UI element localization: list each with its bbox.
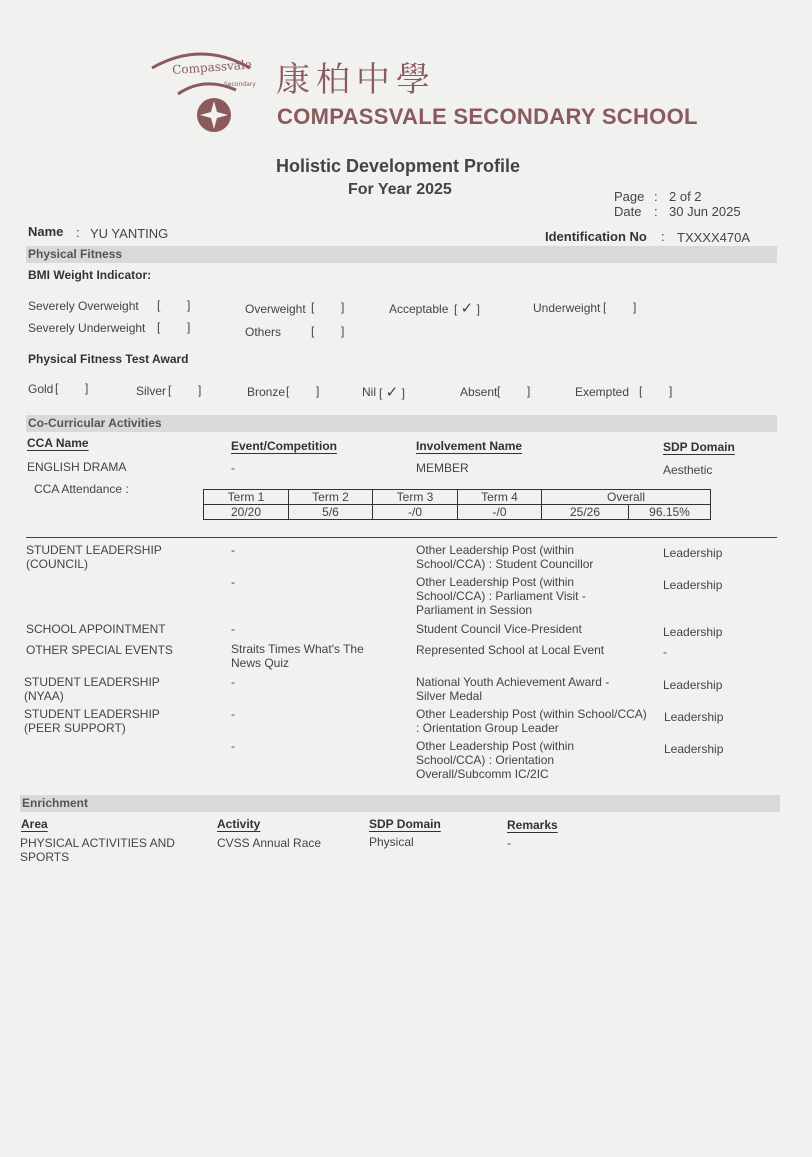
cca-heading: Co-Curricular Activities <box>28 416 162 430</box>
cca-involvement-5: Represented School at Local Event <box>416 643 605 657</box>
award-silver-label: Silver <box>136 384 167 398</box>
school-chinese-name: 康柏中學 <box>276 60 436 100</box>
school-name: COMPASSVALE SECONDARY SCHOOL <box>277 104 698 129</box>
id-value: TXXXX470A <box>677 230 750 245</box>
bmi-overweight-label: Overweight <box>245 302 306 316</box>
cca-event-3: - <box>231 575 235 589</box>
cca-name-2: STUDENT LEADERSHIP (COUNCIL) <box>26 543 162 571</box>
id-colon: : <box>661 229 665 244</box>
cca-attendance-label: CCA Attendance : <box>34 482 129 496</box>
fitness-award-label: Physical Fitness Test Award <box>28 352 189 366</box>
att-overall-label: Overall <box>542 490 711 505</box>
cca-involvement-4: Student Council Vice-President <box>416 622 582 636</box>
attendance-header-row <box>204 490 711 505</box>
cca-involvement-2: Other Leadership Post (within School/CCA) : Student Councillor <box>416 543 594 571</box>
bmi-underweight-label: Underweight <box>533 301 601 315</box>
bmi-severely-underweight-box[interactable]: [ ] <box>157 320 191 334</box>
cca-event-2: - <box>231 543 235 557</box>
page-label: Page <box>614 189 645 204</box>
att-term1: 20/20 <box>204 505 289 520</box>
award-bronze-label: Bronze <box>247 385 286 399</box>
cca-event-8: - <box>231 739 235 753</box>
attendance-value-row <box>204 505 711 520</box>
cca-name-4: SCHOOL APPOINTMENT <box>26 622 166 636</box>
physical-fitness-heading: Physical Fitness <box>28 247 123 261</box>
bmi-acceptable-label: Acceptable <box>389 302 449 316</box>
att-term2: 5/6 <box>289 505 373 520</box>
att-overall: 25/26 <box>542 505 629 520</box>
award-exempted-box[interactable]: [ ] <box>639 384 673 398</box>
cca-event-4: - <box>231 622 235 636</box>
cca-domain-1: Aesthetic <box>663 463 713 477</box>
name-label: Name <box>28 224 64 239</box>
bmi-severely-overweight-box[interactable]: [ ] <box>157 298 191 312</box>
enrichment-header-area: Area <box>21 817 48 831</box>
cca-header-involvement: Involvement Name <box>416 439 523 453</box>
logo-subtext: Secondary <box>224 81 256 88</box>
logo-text: Compassvale <box>171 57 253 78</box>
bmi-severely-overweight-label: Severely Overweight <box>28 299 139 313</box>
award-gold-box[interactable]: [ ] <box>55 381 89 395</box>
enrichment-activity: CVSS Annual Race <box>217 836 322 850</box>
bmi-underweight-box[interactable]: [ ] <box>603 300 637 314</box>
date-value: 30 Jun 2025 <box>669 204 741 219</box>
enrichment-remarks: - <box>507 836 511 850</box>
enrichment-domain: Physical <box>369 835 414 849</box>
cca-domain-3: Leadership <box>663 578 723 592</box>
cca-involvement-8: Other Leadership Post (within School/CCA) : Orientation Overall/Subcomm IC/2IC <box>416 739 575 781</box>
award-gold-label: Gold <box>28 382 54 396</box>
cca-domain-5: - <box>663 645 667 659</box>
cca-domain-6: Leadership <box>663 678 723 692</box>
checkmark-icon: ✓ <box>385 384 399 401</box>
enrichment-area: PHYSICAL ACTIVITIES AND SPORTS <box>20 836 175 864</box>
cca-domain-4: Leadership <box>663 625 723 639</box>
enrichment-header-remarks: Remarks <box>507 818 558 832</box>
cca-domain-7: Leadership <box>664 710 724 724</box>
att-percent: 96.15% <box>629 505 711 520</box>
cca-involvement-6: National Youth Achievement Award - Silver Medal <box>416 675 610 703</box>
id-label: Identification No <box>545 229 647 244</box>
cca-event-6: - <box>231 675 235 689</box>
cca-event-7: - <box>231 707 235 721</box>
cca-header-domain: SDP Domain <box>663 440 735 454</box>
cca-divider <box>26 537 777 538</box>
cca-name-6: STUDENT LEADERSHIP (NYAA) <box>24 675 160 703</box>
enrichment-band <box>20 795 780 812</box>
bmi-others-label: Others <box>245 325 282 339</box>
cca-involvement-3: Other Leadership Post (within School/CCA) : Parliament Visit - Parliament in Session <box>416 575 586 617</box>
award-silver-box[interactable]: [ ] <box>168 383 202 397</box>
award-absent-box[interactable]: [ ] <box>497 384 531 398</box>
page-colon: : <box>654 189 658 204</box>
att-term4: -/0 <box>458 505 542 520</box>
physical-fitness-band <box>26 246 777 263</box>
cca-event-5: Straits Times What's The News Quiz <box>231 642 364 670</box>
cca-name-5: OTHER SPECIAL EVENTS <box>26 643 173 657</box>
report-year: For Year 2025 <box>348 181 452 198</box>
date-label: Date <box>614 204 642 219</box>
checkmark-icon: ✓ <box>460 300 474 317</box>
bmi-severely-underweight-label: Severely Underweight <box>28 321 146 335</box>
att-term2-label: Term 2 <box>289 490 373 505</box>
att-term4-label: Term 4 <box>458 490 542 505</box>
report-title: Holistic Development Profile <box>276 156 521 176</box>
cca-domain-2: Leadership <box>663 546 723 560</box>
cca-band <box>26 415 777 432</box>
award-nil-label: Nil <box>362 385 376 399</box>
cca-event-1: - <box>231 461 235 475</box>
cca-involvement-7: Other Leadership Post (within School/CCA) : Orientation Group Leader <box>416 707 647 735</box>
date-colon: : <box>654 204 658 219</box>
award-exempted-label: Exempted <box>575 385 630 399</box>
cca-name-1: ENGLISH DRAMA <box>27 460 127 474</box>
att-term3-label: Term 3 <box>373 490 458 505</box>
enrichment-heading: Enrichment <box>22 796 89 810</box>
cca-header-event: Event/Competition <box>231 439 338 453</box>
school-logo <box>146 46 256 138</box>
enrichment-header-activity: Activity <box>217 817 261 831</box>
award-nil-box[interactable]: [ ✓ ] <box>379 384 405 401</box>
page-value: 2 of 2 <box>669 189 702 204</box>
cca-attendance-table <box>203 489 711 520</box>
bmi-label: BMI Weight Indicator: <box>28 268 152 282</box>
att-term1-label: Term 1 <box>204 490 289 505</box>
att-term3: -/0 <box>373 505 458 520</box>
enrichment-header-domain: SDP Domain <box>369 817 441 831</box>
name-colon: : <box>76 225 80 240</box>
bmi-acceptable-box[interactable]: [ ✓ ] <box>454 300 480 317</box>
bmi-overweight-box[interactable]: [ ] <box>311 300 345 314</box>
cca-domain-8: Leadership <box>664 742 724 756</box>
student-name: YU YANTING <box>90 226 169 241</box>
cca-header-name: CCA Name <box>27 436 89 450</box>
cca-involvement-1: MEMBER <box>416 461 469 475</box>
cca-name-7: STUDENT LEADERSHIP (PEER SUPPORT) <box>24 707 160 735</box>
bmi-others-box[interactable]: [ ] <box>311 324 345 338</box>
award-absent-label: Absent <box>460 385 498 399</box>
award-bronze-box[interactable]: [ ] <box>286 384 320 398</box>
